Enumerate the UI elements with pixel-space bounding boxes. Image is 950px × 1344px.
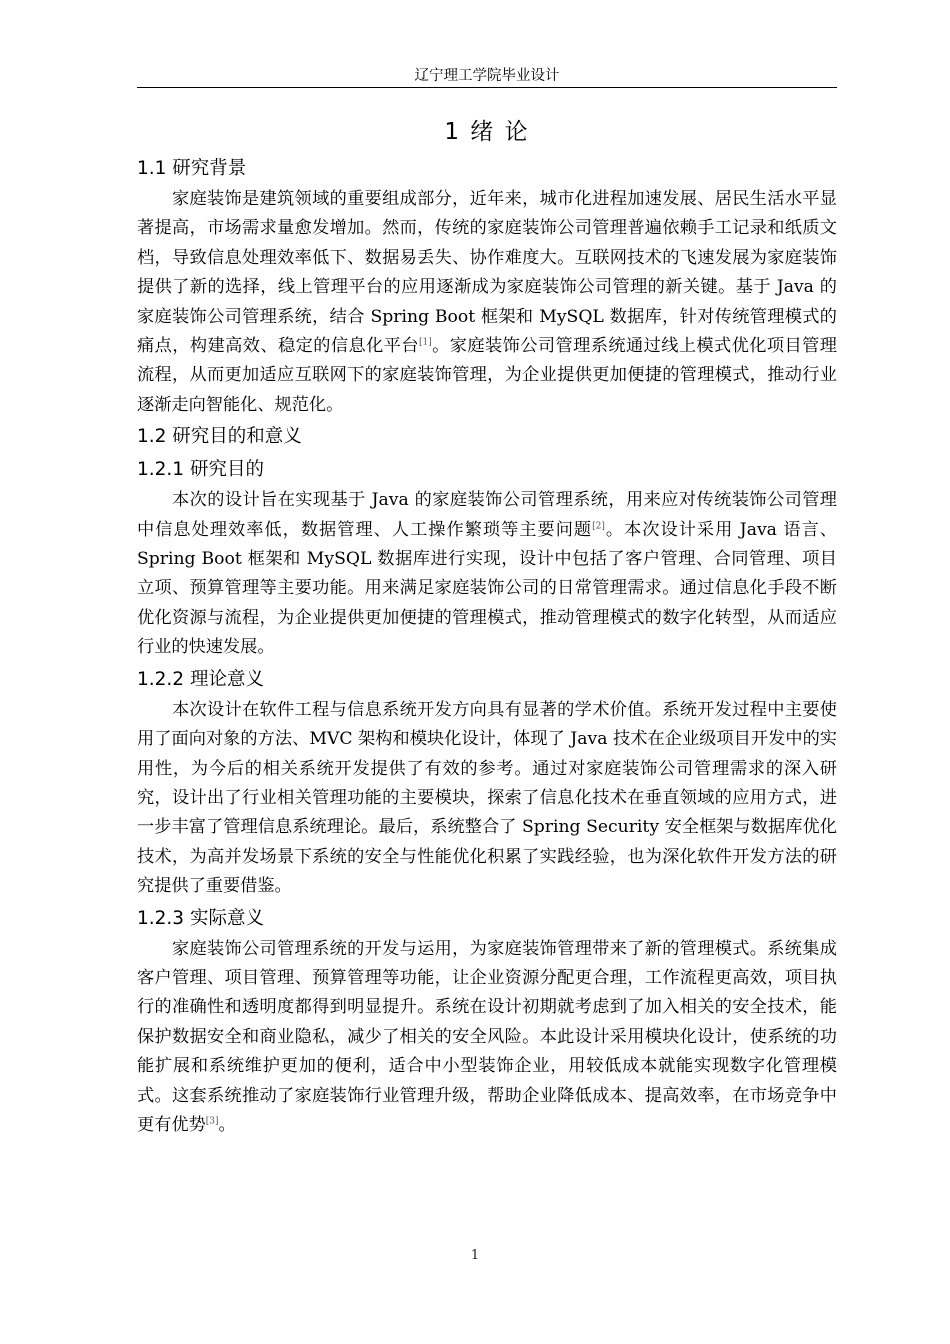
page-number: 1 (470, 1248, 480, 1263)
paragraph-text: 。 (218, 1114, 236, 1135)
section-heading-1-2-2: 1.2.2 理论意义 (137, 668, 264, 690)
paragraph-research-purpose (137, 486, 837, 662)
paragraph-theoretical-significance: 本次设计在软件工程与信息系统开发方向具有显著的学术价值。系统开发过程中主要使用了面向对象的方法、MVC 架构和模块化设计，体现了 Java 技术在企业级项目开发中的实用性，为今后的相关系统开发提供了有效的参考。通过对家庭装饰公司管理需求的深入研究，设计出了行业相关管理功能的主要模块，探索了信息化技术在垂直领域的应用方式，进一步丰富了管理信息系统理论。最后，系统整合了 Spring Security 安全框架与数据库优化技术，为高并发场景下系统的安全与性能优化积累了实践经验，也为深化软件开发方法的研究提供了重要借鉴。 (137, 699, 837, 897)
paragraph-research-background (137, 185, 837, 420)
chapter-title: 1 绪 论 (444, 119, 530, 145)
paragraph-text: 。本次设计采用 Java 语言、Spring Boot 框架和 MySQL 数据库进行实现，设计中包括了客户管理、合同管理、项目立项、预算管理等主要功能。用来满足家庭装饰公司的日常管理需求。通过信息化手段不断优化资源与流程，为企业提供更加便捷的管理模式，推动管理模式的数字化转型，从而适应行业的快速发展。 (137, 519, 837, 658)
citation-ref: [2] (592, 520, 605, 531)
running-header: 辽宁理工学院毕业设计 (414, 68, 560, 84)
paragraph-text: 家庭装饰是建筑领域的重要组成部分，近年来，城市化进程加速发展、居民生活水平显著提高，市场需求量愈发增加。然而，传统的家庭装饰公司管理普遍依赖手工记录和纸质文档，导致信息处理效率低下、数据易丢失、协作难度大。互联网技术的飞速发展为家庭装饰提供了新的选择，线上管理平台的应用逐渐成为家庭装饰公司管理的新关键。基于 Java 的家庭装饰公司管理系统，结合 Spring Boot 框架和 MySQL 数据库，针对传统管理模式的痛点，构建高效、稳定的信息化平台 (137, 189, 837, 357)
paragraph-text: 本次的设计旨在实现基于 Java 的家庭装饰公司管理系统，用来应对传统装饰公司管理中信息处理效率低，数据管理、人工操作繁琐等主要问题 (137, 490, 837, 540)
section-heading-1-2-1: 1.2.1 研究目的 (137, 459, 264, 481)
header-rule (137, 87, 837, 88)
citation-ref: [1] (418, 337, 432, 348)
section-heading-1-1: 1.1 研究背景 (137, 158, 247, 179)
section-heading-1-2: 1.2 研究目的和意义 (137, 426, 302, 448)
section-heading-1-2-3: 1.2.3 实际意义 (137, 907, 264, 929)
paragraph-text: 。家庭装饰公司管理系统通过线上模式优化项目管理流程，从而更加适应互联网下的家庭装饰管理，为企业提供更加便捷的管理模式，推动行业逐渐走向智能化、规范化。 (137, 336, 837, 415)
paragraph-text: 家庭装饰公司管理系统的开发与运用，为家庭装饰管理带来了新的管理模式。系统集成客户管理、项目管理、预算管理等功能，让企业资源分配更合理，工作流程更高效，项目执行的准确性和透明度都得到明显提升。系统在设计初期就考虑到了加入相关的安全技术，能保护数据安全和商业隐私，减少了相关的安全风险。本此设计采用模块化设计，使系统的功能扩展和系统维护更加的便利，适合中小型装饰企业，用较低成本就能实现数字化管理模式。这套系统推动了家庭装饰行业管理升级，帮助企业降低成本、提高效率，在市场竞争中更有优势 (137, 938, 837, 1135)
page-body (137, 112, 837, 1140)
paragraph-practical-significance (137, 935, 837, 1141)
citation-ref: [3] (205, 1116, 219, 1127)
